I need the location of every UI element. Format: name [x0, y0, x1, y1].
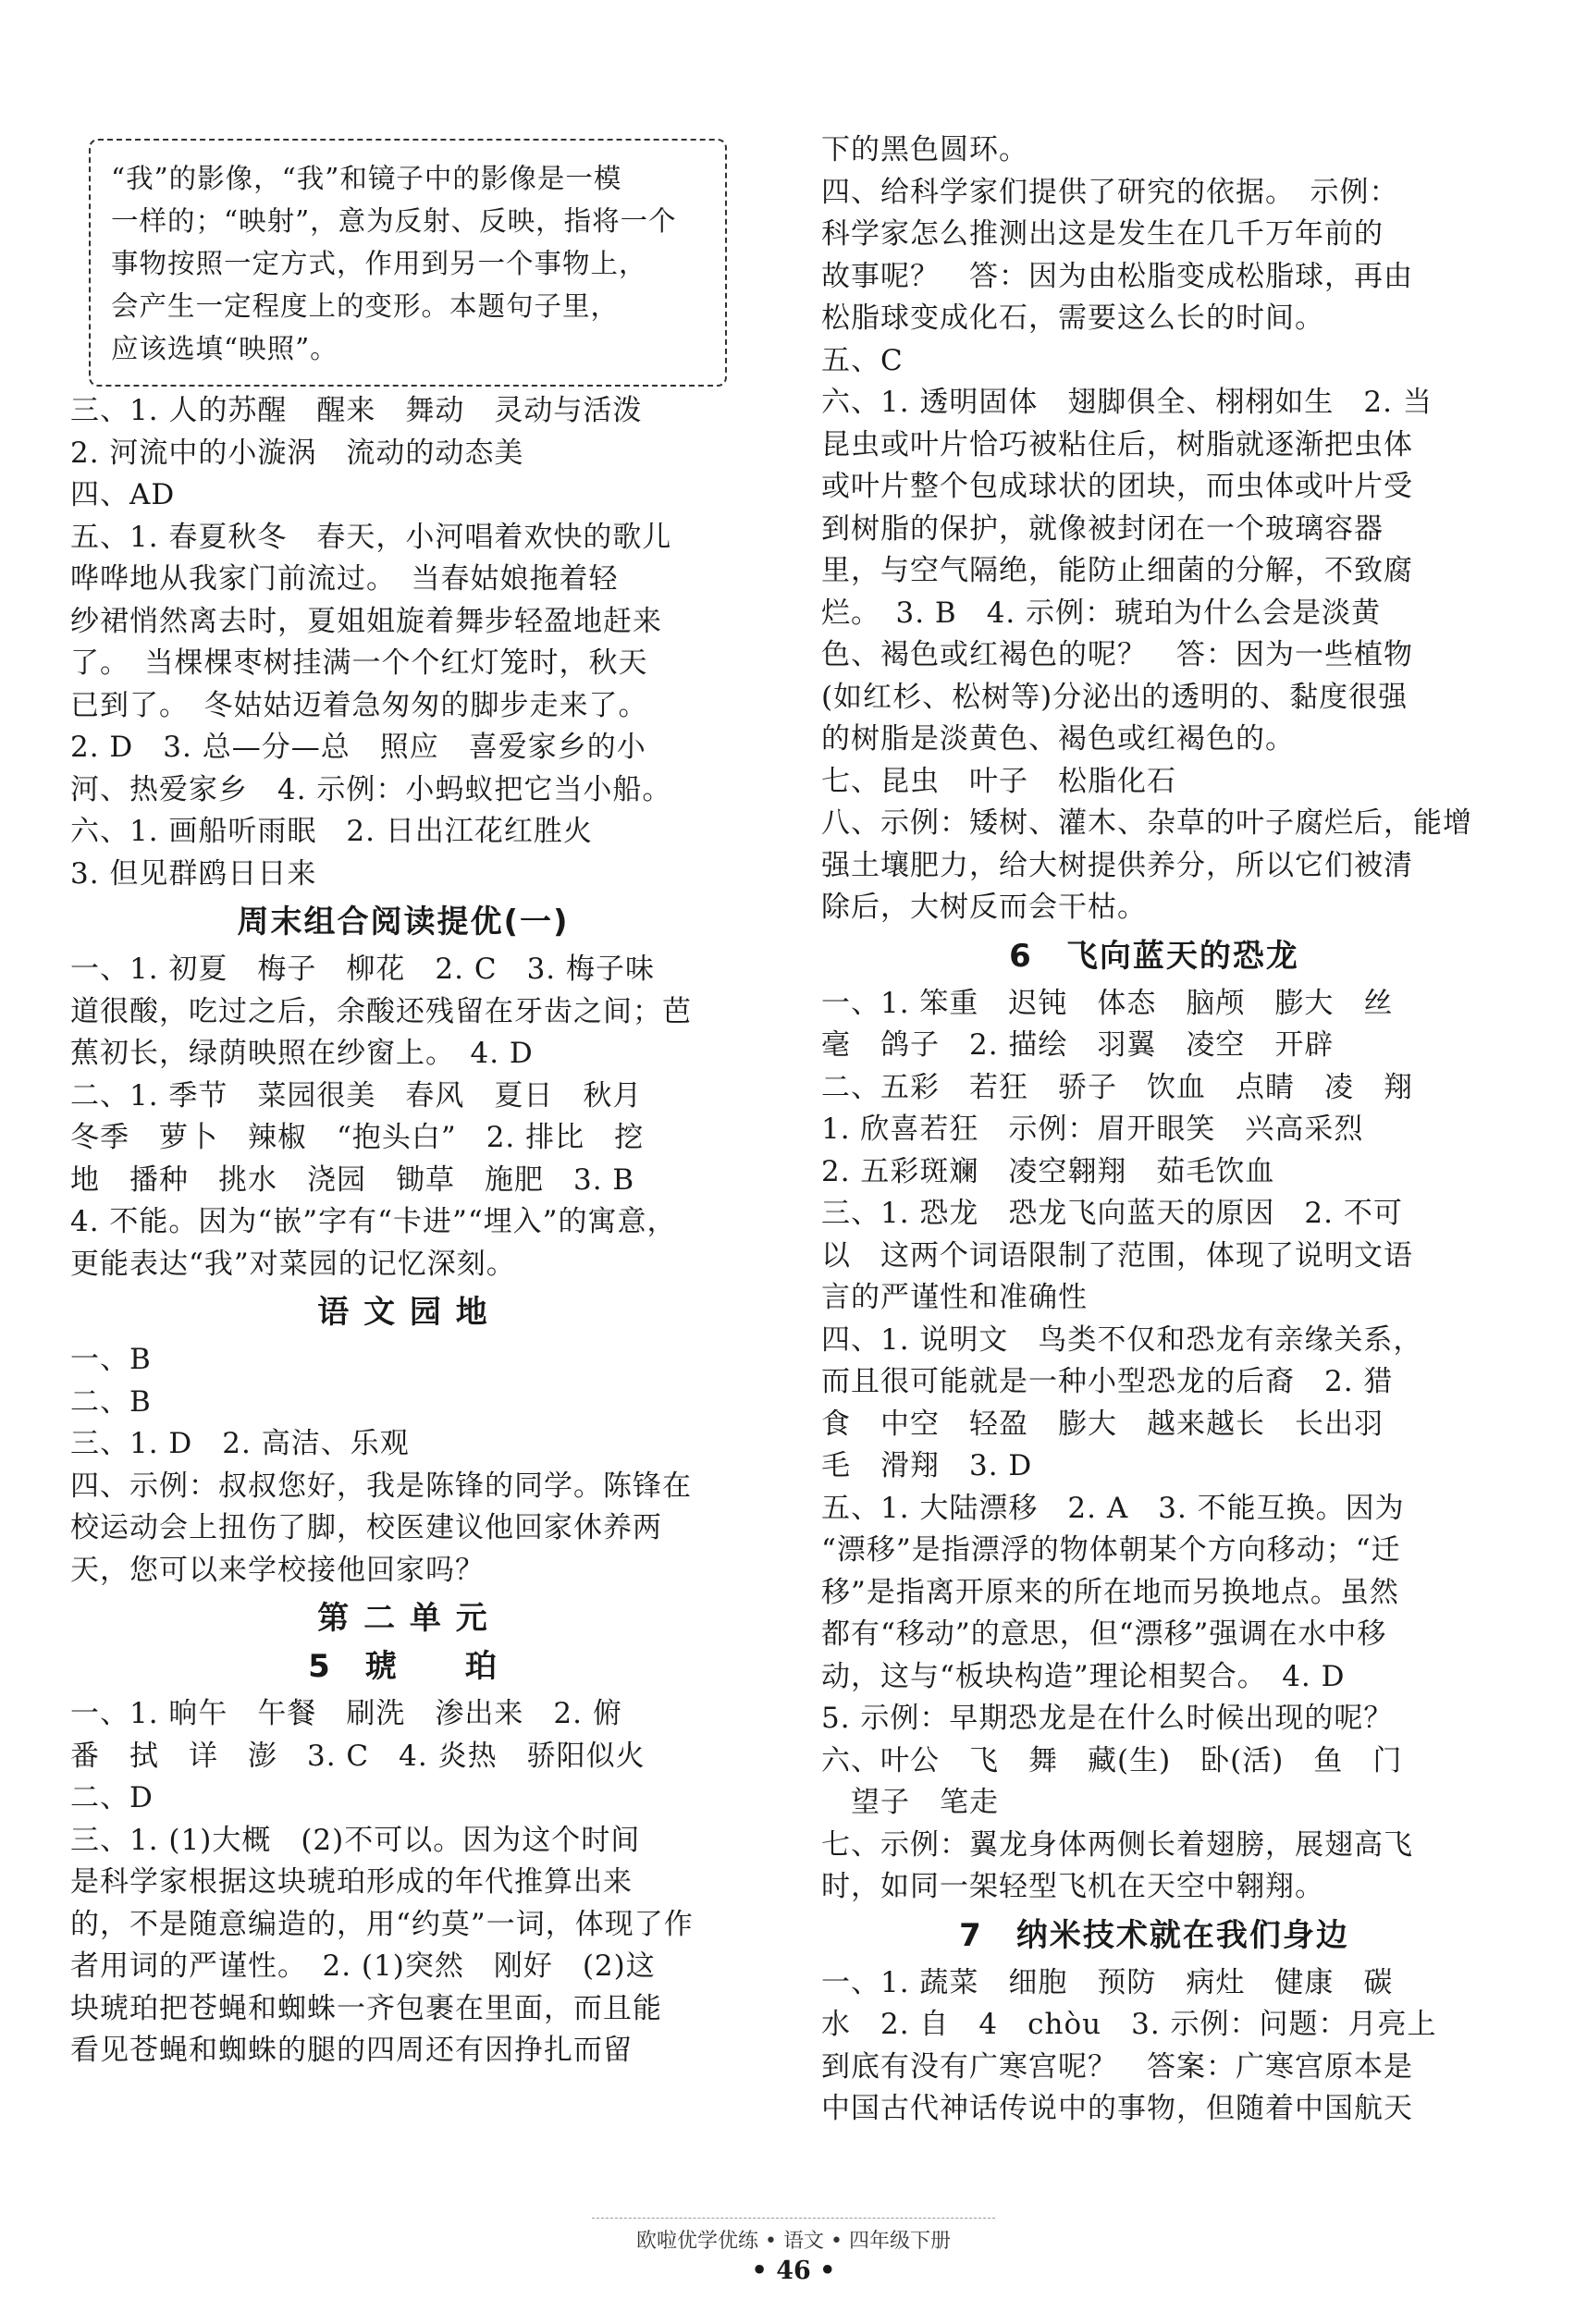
section-heading: 5 琥 珀	[308, 1648, 498, 1685]
book-info: 欧啦优学优练 • 语文 • 四年级下册	[636, 2230, 951, 2253]
answer-line: 除后，大树反而会干枯。	[821, 891, 1147, 924]
answer-line: 水 2. 自 4 chòu 3. 示例：问题：月亮上	[821, 2008, 1437, 2041]
answer-line: 故事呢？ 答：因为由松脂变成松脂球，再由	[821, 259, 1413, 293]
answer-line: 三、1. 人的苏醒 醒来 舞动 灵动与活泼	[70, 394, 643, 427]
answer-line: 色、褐色或红褐色的呢？ 答：因为一些植物	[821, 638, 1413, 671]
answer-line: 三、1. D 2. 高洁、乐观	[70, 1427, 410, 1460]
answer-line: 番 拭 详 澎 3. C 4. 炎热 骄阳似火	[70, 1739, 646, 1773]
answer-line: 六、1. 透明固体 翅脚俱全、栩栩如生 2. 当	[821, 386, 1433, 419]
answer-line: 或叶片整个包成球状的团块，而虫体或叶片受	[821, 470, 1413, 503]
right-column	[821, 129, 1487, 2131]
answer-line: 六、叶公 飞 舞 藏(生) 卧(活) 鱼 门	[821, 1743, 1403, 1777]
answer-line: 言的严谨性和准确性	[821, 1281, 1088, 1314]
answer-line: 七、示例：翼龙身体两侧长着翅膀，展翅高飞	[821, 1827, 1413, 1862]
answer-line: 纱裙悄然离去时，夏姐姐旋着舞步轻盈地赶来	[70, 604, 662, 638]
answer-line: 四、给科学家们提供了研究的依据。 示例：	[821, 175, 1399, 209]
answer-line: 四、示例：叔叔您好，我是陈锋的同学。陈锋在	[70, 1469, 692, 1503]
note-line: 事物按照一定方式，作用到另一个事物上，	[111, 248, 647, 279]
answer-line: 到树脂的保护，就像被封闭在一个玻璃容器	[821, 511, 1384, 546]
answer-line: (如红杉、松树等)分泌出的透明的、黏度很强	[821, 680, 1409, 714]
answer-line: 冬季 萝卜 辣椒 “抱头白” 2. 排比 挖	[70, 1121, 645, 1154]
answer-line: 二、1. 季节 菜园很美 春风 夏日 秋月	[70, 1078, 643, 1113]
answer-line: 校运动会上扭伤了脚，校医建议他回家休养两	[70, 1511, 662, 1544]
section-heading: 6 飞向蓝天的恐龙	[1009, 937, 1299, 975]
answer-line: 更能表达“我”对菜园的记忆深刻。	[70, 1247, 516, 1281]
answer-line: 蕉初长，绿荫映照在纱窗上。 4. D	[70, 1037, 534, 1070]
answer-line: 一、1. 蔬菜 细胞 预防 病灶 健康 碳	[821, 1965, 1394, 1999]
page-number: • 46 •	[751, 2256, 836, 2285]
answer-line: 已到了。 冬姑姑迈着急匆匆的脚步走来了。	[70, 688, 648, 722]
answer-line: 2. 河流中的小漩涡 流动的动态美	[70, 436, 524, 470]
answer-line: 毛 滑翔 3. D	[821, 1449, 1033, 1482]
answer-line: 一、B	[70, 1343, 152, 1376]
answer-line: 五、1. 大陆漂移 2. A 3. 不能互换。因为	[821, 1491, 1405, 1525]
answer-line: 五、C	[821, 343, 904, 377]
answer-line: 望子 笔走	[821, 1786, 999, 1819]
answer-line: 里，与空气隔绝，能防止细菌的分解，不致腐	[821, 554, 1413, 587]
answer-line: 哗哗地从我家门前流过。 当春姑娘拖着轻	[70, 562, 619, 596]
answer-line: 一、1. 初夏 梅子 柳花 2. C 3. 梅子味	[70, 953, 656, 986]
answer-line: 强土壤肥力，给大树提供养分，所以它们被清	[821, 848, 1413, 882]
answer-line: 2. D 3. 总—分—总 照应 喜爱家乡的小	[70, 731, 646, 764]
answer-line: 都有“移动”的意思，但“漂移”强调在水中移	[821, 1617, 1387, 1651]
answer-line: 2. 五彩斑斓 凌空翱翔 茹毛饮血	[821, 1154, 1275, 1188]
answer-line: 者用词的严谨性。 2. (1)突然 刚好 (2)这	[70, 1949, 656, 1983]
answer-line: 毫 鸽子 2. 描绘 羽翼 凌空 开辟	[821, 1028, 1335, 1062]
left-column	[70, 139, 736, 2072]
note-line: 一样的；“映射”，意为反射、反映，指将一个	[111, 205, 677, 237]
answer-line: 一、1. 晌午 午餐 刷洗 渗出来 2. 俯	[70, 1697, 622, 1730]
answer-line: 的树脂是淡黄色、褐色或红褐色的。	[821, 722, 1295, 756]
annotation-note-box	[89, 139, 727, 387]
answer-line: 科学家怎么推测出这是发生在几千万年前的	[821, 217, 1384, 251]
answer-line: 块琥珀把苍蝇和蜘蛛一齐包裹在里面，而且能	[70, 1991, 662, 2025]
note-line: 应该选填“映照”。	[111, 333, 338, 364]
answer-line: 下的黑色圆环。	[821, 133, 1028, 166]
answer-line: 六、1. 画船听雨眠 2. 日出江花红胜火	[70, 815, 593, 848]
section-heading: 7 纳米技术就在我们身边	[959, 1916, 1349, 1954]
answer-line: 到底有没有广寒宫呢？ 答案：广寒宫原本是	[821, 2049, 1413, 2084]
answer-line: 烂。 3. B 4. 示例：琥珀为什么会是淡黄	[821, 596, 1382, 630]
answer-line: 食 中空 轻盈 膨大 越来越长 长出羽	[821, 1407, 1384, 1441]
note-line: “我”的影像，“我”和镜子中的影像是一模	[111, 163, 622, 194]
answer-line: 昆虫或叶片恰巧被粘住后，树脂就逐渐把虫体	[821, 427, 1413, 461]
answer-line: 三、1. (1)大概 (2)不可以。因为这个时间	[70, 1823, 641, 1857]
answer-line: 中国古代神话传说中的事物，但随着中国航天	[821, 2092, 1413, 2125]
footer-divider	[592, 2218, 995, 2219]
answer-line: 以 这两个词语限制了范围，体现了说明文语	[821, 1238, 1413, 1273]
answer-line: 的，不是随意编造的，用“约莫”一词，体现了作	[70, 1907, 694, 1941]
answer-line: 道很酸，吃过之后，余酸还残留在牙齿之间；芭	[70, 994, 692, 1028]
section-heading: 第 二 单 元	[317, 1600, 489, 1637]
note-line: 会产生一定程度上的变形。本题句子里，	[111, 290, 620, 322]
answer-line: 动，这与“板块构造”理论相契合。 4. D	[821, 1659, 1346, 1693]
answer-line: 4. 不能。因为“嵌”字有“卡进”“埋入”的寓意，	[70, 1205, 677, 1238]
answer-line: 河、热爱家乡 4. 示例：小蚂蚁把它当小船。	[70, 772, 672, 806]
answer-line: “漂移”是指漂浮的物体朝某个方向移动；“迁	[821, 1533, 1401, 1567]
section-heading: 语 文 园 地	[317, 1294, 489, 1331]
right-answer-list	[821, 129, 1487, 2131]
left-answer-list	[70, 390, 736, 2072]
answer-line: 是科学家根据这块琥珀形成的年代推算出来	[70, 1865, 633, 1899]
answer-line: 看见苍蝇和蜘蛛的腿的四周还有因挣扎而留	[70, 2034, 633, 2067]
answer-line: 了。 当棵棵枣树挂满一个个红灯笼时，秋天	[70, 646, 648, 680]
section-heading: 周末组合阅读提优(一)	[237, 904, 570, 941]
answer-line: 二、D	[70, 1781, 154, 1814]
answer-line: 天，您可以来学校接他回家吗？	[70, 1553, 485, 1587]
answer-line: 七、昆虫 叶子 松脂化石	[821, 764, 1176, 798]
answer-line: 八、示例：矮树、灌木、杂草的叶子腐烂后，能增	[821, 806, 1472, 840]
answer-line: 二、五彩 若狂 骄子 饮血 点睛 凌 翔	[821, 1070, 1413, 1104]
answer-line: 三、1. 恐龙 恐龙飞向蓝天的原因 2. 不可	[821, 1197, 1403, 1230]
answer-line: 松脂球变成化石，需要这么长的时间。	[821, 301, 1324, 335]
answer-line: 5. 示例：早期恐龙是在什么时候出现的呢？	[821, 1702, 1394, 1735]
answer-line: 移”是指离开原来的所在地而另换地点。虽然	[821, 1575, 1399, 1609]
answer-line: 四、AD	[70, 478, 176, 511]
answer-line: 五、1. 春夏秋冬 春天，小河唱着欢快的歌儿	[70, 520, 672, 554]
answer-line: 1. 欣喜若狂 示例：眉开眼笑 兴高采烈	[821, 1113, 1364, 1146]
answer-line: 3. 但见群鸥日日来	[70, 856, 317, 891]
answer-line: 四、1. 说明文 鸟类不仅和恐龙有亲缘关系，	[821, 1322, 1423, 1357]
answer-line: 地 播种 挑水 浇园 锄草 施肥 3. B	[70, 1162, 635, 1197]
answer-line: 时，如同一架轻型飞机在天空中翱翔。	[821, 1870, 1324, 1903]
answer-line: 二、B	[70, 1384, 152, 1419]
answer-line: 而且很可能就是一种小型恐龙的后裔 2. 猎	[821, 1365, 1394, 1398]
answer-line: 一、1. 笨重 迟钝 体态 脑颅 膨大 丝	[821, 986, 1394, 1020]
